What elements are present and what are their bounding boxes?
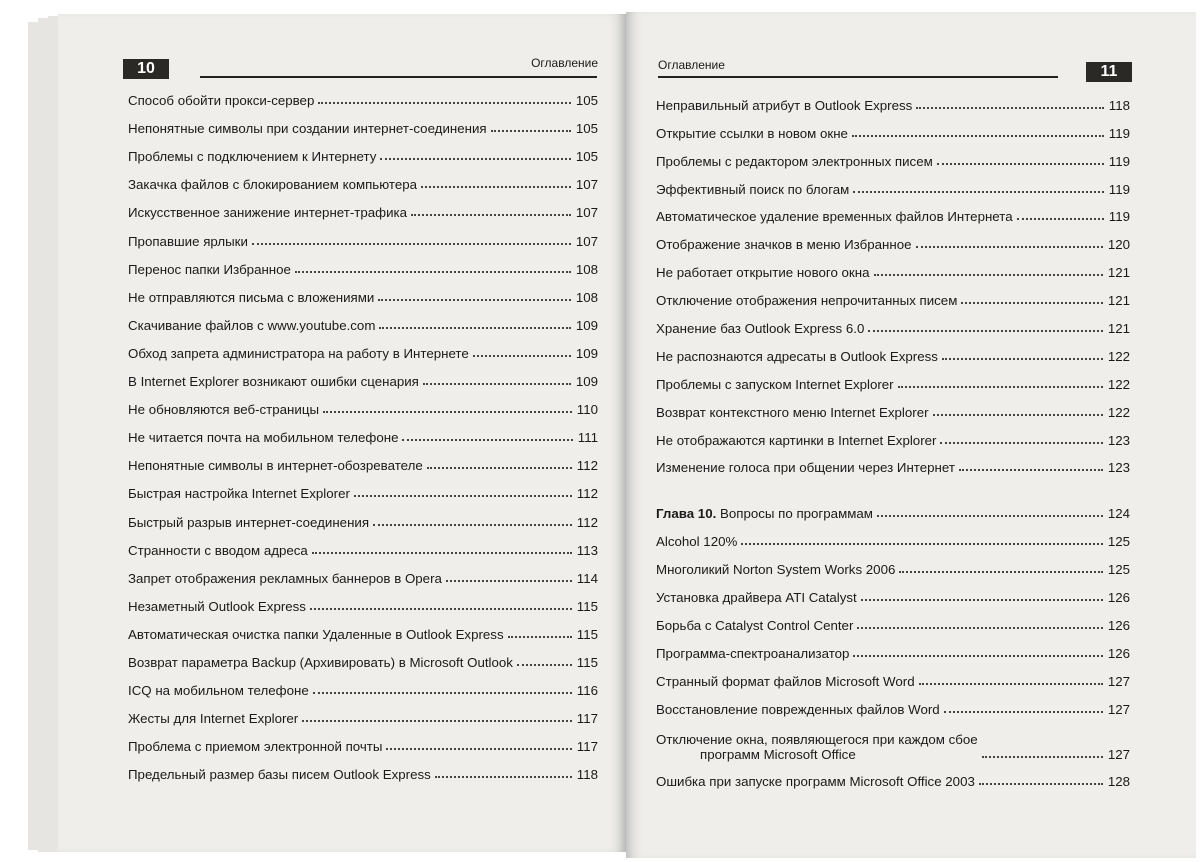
page-ref: 121 <box>1107 321 1130 337</box>
page-ref: 112 <box>576 458 598 474</box>
toc-entry <box>128 305 598 333</box>
toc-entry <box>128 333 598 361</box>
entry-title: Жесты для Internet Explorer <box>128 711 299 727</box>
toc-entry <box>656 197 1130 225</box>
toc-entry <box>656 420 1130 448</box>
entry-title: Восстановление поврежденных файлов Word <box>656 701 940 717</box>
toc-entry <box>128 754 598 782</box>
leader-dots <box>373 524 572 526</box>
toc-entry <box>128 586 598 614</box>
toc-list <box>656 85 1130 789</box>
toc-entry <box>656 762 1130 790</box>
page-ref: 124 <box>1107 506 1130 522</box>
entry-title: Предельный размер базы писем Outlook Express <box>128 767 431 783</box>
toc-entry <box>128 192 598 220</box>
right-page <box>626 12 1196 858</box>
entry-title: Отображение значков в меню Избранное <box>656 237 912 253</box>
entry-title: Не читается почта на мобильном телефоне <box>128 430 399 446</box>
toc-entry <box>656 169 1130 197</box>
leader-dots <box>898 386 1103 388</box>
entry-title: Проблема с приемом электронной почты <box>128 739 383 755</box>
page-ref: 105 <box>575 93 598 109</box>
leader-dots <box>916 107 1104 109</box>
entry-title: Отключение отображения непрочитанных писем <box>656 293 958 309</box>
entry-title: Борьба с Catalyst Control Center <box>656 617 854 633</box>
entry-title: В Internet Explorer возникают ошибки сценария <box>128 374 419 390</box>
entry-title: Быстрый разрыв интернет-соединения <box>128 514 370 530</box>
leader-dots <box>402 439 572 441</box>
leader-dots <box>421 186 571 188</box>
toc-entry <box>128 473 598 501</box>
leader-dots <box>423 383 571 385</box>
running-head: Оглавление <box>658 58 725 72</box>
page-ref: 112 <box>576 514 598 530</box>
entry-title: Запрет отображения рекламных баннеров в Opera <box>128 570 442 586</box>
page-ref: 122 <box>1107 376 1130 392</box>
toc-entry <box>656 113 1130 141</box>
page-ref: 118 <box>576 767 598 783</box>
leader-dots <box>411 214 571 216</box>
page-ref: 119 <box>1108 209 1130 225</box>
page-ref: 122 <box>1107 348 1130 364</box>
page-ref: 117 <box>576 711 598 727</box>
toc-entry <box>656 549 1130 577</box>
entry-title: Не распознаются адресаты в Outlook Express <box>656 348 938 364</box>
page-ref: 123 <box>1107 460 1130 476</box>
toc-entry <box>128 80 598 108</box>
entry-title: Автоматическое удаление временных файлов Интернета <box>656 209 1013 225</box>
entry-title: Изменение голоса при общении через Интернет <box>656 460 955 476</box>
leader-dots <box>916 246 1103 248</box>
toc-entry <box>128 726 598 754</box>
page-ref: 118 <box>1108 97 1130 113</box>
page-ref: 121 <box>1107 265 1130 281</box>
page-number: 10 <box>123 59 169 79</box>
leader-dots <box>380 158 570 160</box>
leader-dots <box>435 776 572 778</box>
page-ref: 109 <box>575 345 598 361</box>
leader-dots <box>853 655 1102 657</box>
leader-dots <box>491 130 571 132</box>
entry-title: Пропавшие ярлыки <box>128 233 248 249</box>
toc-entry <box>128 614 598 642</box>
entry-title: Непонятные символы при создании интернет-соединения <box>128 121 487 137</box>
leader-dots <box>899 571 1102 573</box>
leader-dots <box>940 442 1102 444</box>
entry-title: Обход запрета администратора на работу в Интернете <box>128 345 469 361</box>
toc-entry <box>656 605 1130 633</box>
entry-title: Многоликий Norton System Works 2006 <box>656 562 896 578</box>
leader-dots <box>323 411 572 413</box>
page-ref: 107 <box>575 205 598 221</box>
page-ref: 127 <box>1107 746 1130 762</box>
entry-title-line2: программ Microsoft Office <box>700 746 856 762</box>
entry-title: Странности с вводом адреса <box>128 542 308 558</box>
page-ref: 114 <box>576 570 598 586</box>
leader-dots <box>853 191 1104 193</box>
entry-title: Программа-спектроанализатор <box>656 645 850 661</box>
toc-entry <box>656 577 1130 605</box>
toc-entry <box>128 136 598 164</box>
page-ref: 128 <box>1107 774 1130 790</box>
page-ref: 105 <box>575 121 598 137</box>
toc-entry <box>128 445 598 473</box>
leader-dots <box>1017 218 1104 220</box>
entry-title: Не работает открытие нового окна <box>656 265 870 281</box>
entry-title: Alcohol 120% <box>656 534 738 550</box>
page-ref: 125 <box>1107 562 1130 578</box>
leader-dots <box>942 358 1103 360</box>
page-ref: 127 <box>1107 701 1130 717</box>
leader-dots <box>473 355 571 357</box>
toc-entry <box>128 670 598 698</box>
toc-entry <box>656 661 1130 689</box>
entry-title: Не отправляются письма с вложениями <box>128 289 375 305</box>
page-ref: 112 <box>576 486 598 502</box>
toc-list <box>128 80 598 782</box>
entry-title: Автоматическая очистка папки Удаленные в Outlook Express <box>128 626 504 642</box>
toc-entry <box>128 530 598 558</box>
leader-dots <box>937 163 1104 165</box>
toc-entry <box>656 364 1130 392</box>
entry-title: Ошибка при запуске программ Microsoft Office 2003 <box>656 774 975 790</box>
entry-title: Проблемы с запуском Internet Explorer <box>656 376 894 392</box>
entry-title: Перенос папки Избранное <box>128 261 291 277</box>
leader-dots <box>868 330 1102 332</box>
leader-dots <box>302 720 572 722</box>
left-page <box>58 14 626 852</box>
leader-dots <box>959 469 1103 471</box>
toc-entry <box>128 108 598 136</box>
leader-dots <box>354 495 572 497</box>
page-ref: 119 <box>1108 153 1130 169</box>
entry-title: Открытие ссылки в новом окне <box>656 125 848 141</box>
toc-entry <box>656 633 1130 661</box>
entry-title: Возврат параметра Backup (Архивировать) в Microsoft Outlook <box>128 654 513 670</box>
toc-entry <box>128 277 598 305</box>
entry-title: Проблемы с подключением к Интернету <box>128 149 377 165</box>
leader-dots <box>313 692 572 694</box>
entry-title: Закачка файлов с блокированием компьютера <box>128 177 418 193</box>
page-ref: 107 <box>575 177 598 193</box>
leader-dots <box>378 299 571 301</box>
page-ref: 108 <box>575 289 598 305</box>
entry-title: Способ обойти прокси-сервер <box>128 93 315 109</box>
page-ref: 126 <box>1107 617 1130 633</box>
page-ref: 113 <box>576 542 598 558</box>
page-ref: 122 <box>1107 404 1130 420</box>
leader-dots <box>446 580 572 582</box>
leader-dots <box>312 552 572 554</box>
toc-entry <box>656 717 1130 762</box>
toc-entry <box>656 280 1130 308</box>
leader-dots <box>310 608 572 610</box>
running-head: Оглавление <box>531 56 598 70</box>
entry-title: Эффективный поиск по блогам <box>656 181 850 197</box>
leader-dots <box>517 664 572 666</box>
toc-entry <box>128 389 598 417</box>
page-ref: 126 <box>1107 645 1130 661</box>
toc-entry <box>656 308 1130 336</box>
toc-entry <box>656 252 1130 280</box>
page-number: 11 <box>1086 62 1132 82</box>
header-rule <box>200 76 597 78</box>
chapter-title: Вопросы по программам <box>720 506 873 522</box>
toc-entry <box>128 361 598 389</box>
toc-entry <box>128 164 598 192</box>
entry-title: Искусственное занижение интернет-трафика <box>128 205 408 221</box>
entry-title: Не отображаются картинки в Internet Explorer <box>656 432 937 448</box>
page-ref: 111 <box>577 430 598 446</box>
toc-entry <box>656 85 1130 113</box>
toc-entry <box>656 336 1130 364</box>
toc-entry <box>656 521 1130 549</box>
leader-dots <box>508 636 572 638</box>
toc-entry <box>128 220 598 248</box>
toc-entry <box>128 249 598 277</box>
entry-title: Хранение баз Outlook Express 6.0 <box>656 321 865 337</box>
entry-title: ICQ на мобильном телефоне <box>128 683 309 699</box>
leader-dots <box>961 302 1102 304</box>
leader-dots <box>944 711 1103 713</box>
chapter-label: Глава 10. <box>656 506 717 522</box>
chapter-entry <box>656 493 1130 521</box>
leader-dots <box>852 135 1104 137</box>
toc-entry <box>656 448 1130 476</box>
entry-title: Скачивание файлов с www.youtube.com <box>128 317 376 333</box>
page-ref: 117 <box>576 739 598 755</box>
entry-title: Быстрая настройка Internet Explorer <box>128 486 350 502</box>
leader-dots <box>874 274 1103 276</box>
leader-dots <box>982 756 1103 758</box>
page-ref: 109 <box>575 317 598 333</box>
page-ref: 125 <box>1107 534 1130 550</box>
entry-title: Установка драйвера ATI Catalyst <box>656 590 857 606</box>
leader-dots <box>741 543 1102 545</box>
leader-dots <box>318 102 570 104</box>
page-ref: 119 <box>1108 181 1130 197</box>
leader-dots <box>386 748 571 750</box>
leader-dots <box>861 599 1103 601</box>
page-ref: 123 <box>1107 432 1130 448</box>
entry-title: Проблемы с редактором электронных писем <box>656 153 933 169</box>
toc-entry <box>656 141 1130 169</box>
entry-title-line1: Отключение окна, появляющегося при каждом сбое <box>656 731 978 747</box>
toc-entry <box>128 698 598 726</box>
page-ref: 119 <box>1108 125 1130 141</box>
leader-dots <box>877 515 1103 517</box>
page-ref: 121 <box>1107 293 1130 309</box>
leader-dots <box>427 467 572 469</box>
page-ref: 126 <box>1107 590 1130 606</box>
entry-title: Непонятные символы в интернет-обозревателе <box>128 458 423 474</box>
page-ref: 116 <box>576 683 598 699</box>
page-ref: 115 <box>576 598 598 614</box>
leader-dots <box>252 243 571 245</box>
toc-entry <box>656 224 1130 252</box>
page-ref: 108 <box>575 261 598 277</box>
leader-dots <box>933 414 1103 416</box>
entry-title: Не обновляются веб-страницы <box>128 402 319 418</box>
leader-dots <box>857 627 1102 629</box>
toc-entry <box>128 501 598 529</box>
leader-dots <box>919 683 1103 685</box>
entry-title: Незаметный Outlook Express <box>128 598 306 614</box>
page-ref: 115 <box>576 626 598 642</box>
entry-title: Неправильный атрибут в Outlook Express <box>656 97 913 113</box>
entry-title: Возврат контекстного меню Internet Explorer <box>656 404 929 420</box>
page-ref: 127 <box>1107 673 1130 689</box>
toc-entry <box>128 642 598 670</box>
toc-entry <box>128 417 598 445</box>
leader-dots <box>295 271 571 273</box>
entry-title: Странный формат файлов Microsoft Word <box>656 673 915 689</box>
toc-entry <box>128 558 598 586</box>
page-ref: 107 <box>575 233 598 249</box>
page-ref: 115 <box>576 654 598 670</box>
toc-entry <box>656 689 1130 717</box>
page-ref: 120 <box>1107 237 1130 253</box>
toc-entry <box>656 392 1130 420</box>
leader-dots <box>379 327 570 329</box>
header-rule <box>658 76 1058 78</box>
page-ref: 110 <box>576 402 598 418</box>
leader-dots <box>979 783 1103 785</box>
page-ref: 109 <box>575 374 598 390</box>
page-ref: 105 <box>575 149 598 165</box>
